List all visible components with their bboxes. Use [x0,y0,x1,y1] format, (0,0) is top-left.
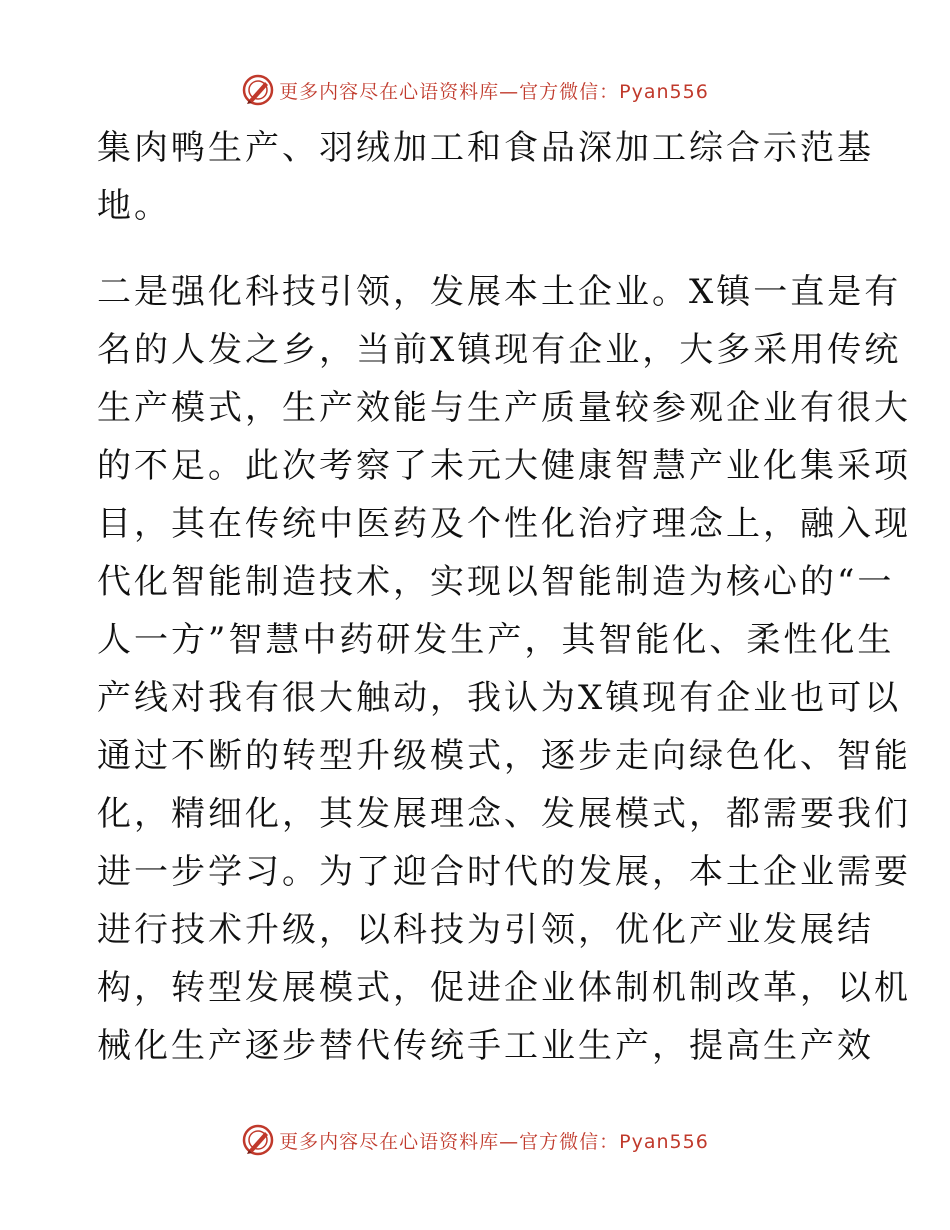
header-watermark [0,70,950,110]
text-line: 产线对我有很大触动，我认为X镇现有企业也可以 [97,678,902,718]
text-line: 二是强化科技引领，发展本土企业。X镇一直是有 [97,272,902,312]
pen-logo-icon [241,1123,275,1157]
watermark-text: 更多内容尽在心语资料库—官方微信：Pyan556 [279,1130,709,1153]
text-line: 通过不断的转型升级模式，逐步走向绿色化、智能 [97,736,911,776]
text-line: 械化生产逐步替代传统手工业生产，提高生产效 [97,1026,874,1066]
text-line: 名的人发之乡，当前X镇现有企业，大多采用传统 [97,330,902,370]
text-line: 地。 [97,186,171,226]
text-line: 化，精细化，其发展理念、发展模式，都需要我们 [97,794,911,834]
footer-watermark [0,1120,950,1160]
watermark-text: 更多内容尽在心语资料库—官方微信：Pyan556 [279,80,709,103]
text-line: 代化智能制造技术，实现以智能制造为核心的“一 [97,562,895,602]
paragraph [97,263,911,1075]
pen-logo-icon [241,73,275,107]
paragraph-gap [97,235,857,263]
text-line: 生产模式，生产效能与生产质量较参观企业有很大 [97,388,911,428]
paragraph [97,119,874,235]
document-body [97,119,911,1075]
text-line: 人一方”智慧中药研发生产，其智能化、柔性化生 [97,620,895,660]
text-line: 的不足。此次考察了未元大健康智慧产业化集采项 [97,446,911,486]
text-line: 集肉鸭生产、羽绒加工和食品深加工综合示范基 [97,128,874,168]
text-line: 目，其在传统中医药及个性化治疗理念上，融入现 [97,504,911,544]
text-line: 进一步学习。为了迎合时代的发展，本土企业需要 [97,852,911,892]
text-line: 进行技术升级，以科技为引领，优化产业发展结 [97,910,874,950]
text-line: 构，转型发展模式，促进企业体制机制改革，以机 [97,968,911,1008]
